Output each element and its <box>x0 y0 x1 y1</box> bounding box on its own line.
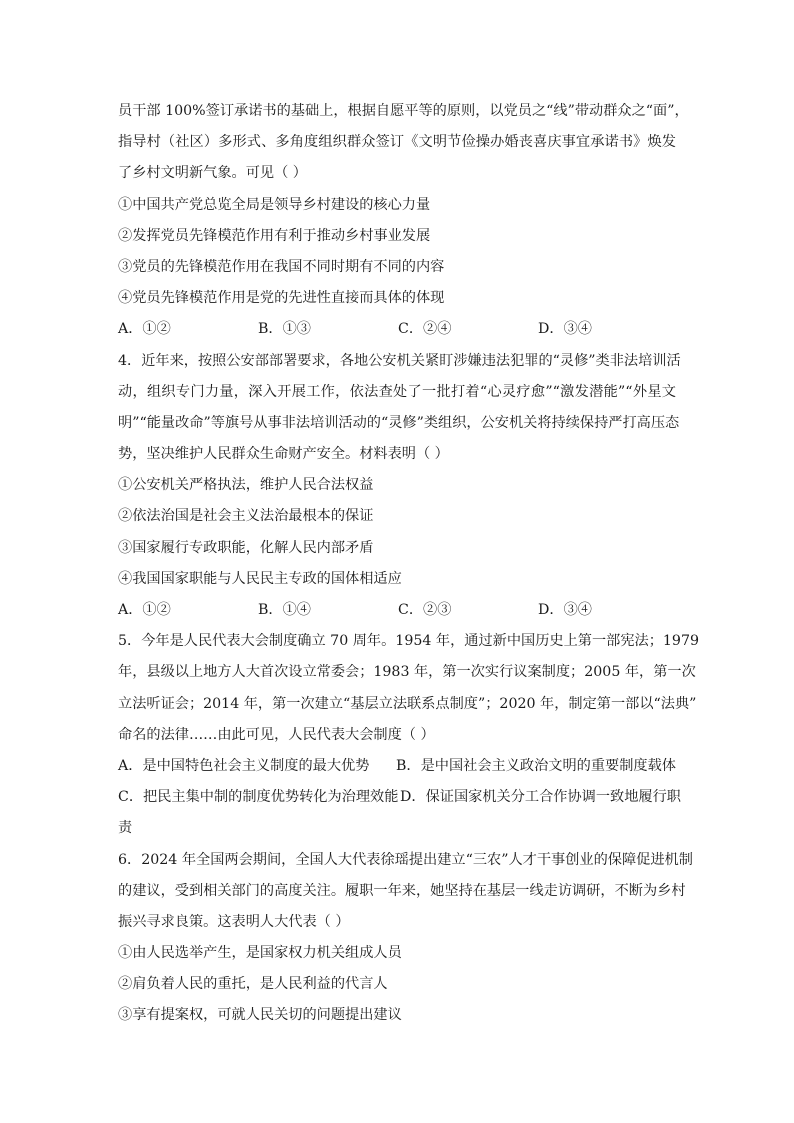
q5-option-d: D．保证国家机关分工合作协调一致地履行职 <box>400 789 681 806</box>
q5-option-d-continued: 责 <box>118 820 133 837</box>
q5-stem-line-3: 立法听证会；2014 年，第一次建立“基层立法联系点制度”；2020 年，制定第一部以“法典” <box>118 695 697 712</box>
q5-option-a: A．是中国特色社会主义制度的最大优势 <box>118 757 370 774</box>
q6-stem-line-3: 振兴寻求良策。这表明人大代表（ ） <box>118 913 350 930</box>
q3-option-a: A．①② <box>118 321 171 338</box>
q3-option-c: C．②④ <box>398 321 452 338</box>
q3-option-d: D．③④ <box>538 321 592 338</box>
q4-option-c: C．②③ <box>398 602 452 618</box>
q3-stem-line-3: 了乡村文明新气象。可见（ ） <box>118 165 307 182</box>
question-5 <box>118 626 700 844</box>
q4-stem-line-3: 明”“能量改命”等旗号从事非法培训活动的“灵修”类组织，公安机关将持续保持严打高压态 <box>118 414 680 431</box>
q3-item-1: ①中国共产党总览全局是领导乡村建设的核心力量 <box>118 196 431 213</box>
q4-item-4: ④我国国家职能与人民民主专政的国体相适应 <box>118 570 402 587</box>
q4-item-1: ①公安机关严格执法，维护人民合法权益 <box>118 477 374 494</box>
q3-stem-line-2: 指导村（社区）多形式、多角度组织群众签订《文明节俭操办婚丧喜庆事宜承诺书》焕发 <box>118 134 676 151</box>
q4-stem-line-2: 动，组织专门力量，深入开展工作，依法查处了一批打着“心灵疗愈”“激发潜能”“外星文 <box>118 383 676 400</box>
q3-item-2: ②发挥党员先锋模范作用有利于推动乡村事业发展 <box>118 227 431 244</box>
q5-option-c: C．把民主集中制的制度优势转化为治理效能 <box>118 789 399 806</box>
q5-options-row-2 <box>118 782 681 813</box>
q5-stem-line-2: 年，县级以上地方人大首次设立常委会；1983 年，第一次实行议案制度；2005 年，第一次 <box>118 664 696 681</box>
q6-item-3: ③享有提案权，可就人民关切的问题提出建议 <box>118 1007 402 1024</box>
q6-item-2: ②肩负着人民的重托，是人民利益的代言人 <box>118 976 388 993</box>
q4-item-2: ②依法治国是社会主义法治最根本的保证 <box>118 508 374 525</box>
q5-stem-line-4: 命名的法律……由此可见，人民代表大会制度（ ） <box>118 726 435 743</box>
q4-stem-line-1: 4．近年来，按照公安部部署要求，各地公安机关紧盯涉嫌违法犯罪的“灵修”类非法培训活 <box>118 352 681 369</box>
exam-page <box>118 96 700 1032</box>
q4-options <box>118 595 676 626</box>
q5-option-b: B．是中国社会主义政治文明的重要制度载体 <box>396 757 676 774</box>
q3-option-b: B．①③ <box>258 321 311 338</box>
q4-option-a: A．①② <box>118 602 171 618</box>
q3-item-3: ③党员的先锋模范作用在我国不同时期有不同的内容 <box>118 258 445 275</box>
q5-options-row-1 <box>118 751 676 782</box>
q6-stem-line-2: 的建议，受到相关部门的高度关注。履职一年来，她坚持在基层一线走访调研，不断为乡村 <box>118 882 686 899</box>
question-6 <box>118 845 693 1032</box>
q6-item-1: ①由人民选举产生，是国家权力机关组成人员 <box>118 945 402 962</box>
question-4 <box>118 346 681 627</box>
question-3 <box>118 96 689 346</box>
q5-stem-line-1: 5．今年是人民代表大会制度确立 70 周年。1954 年，通过新中国历史上第一部宪法；1979 <box>118 633 700 650</box>
q4-stem-line-4: 势，坚决维护人民群众生命财产安全。材料表明（ ） <box>118 446 449 463</box>
q4-item-3: ③国家履行专政职能，化解人民内部矛盾 <box>118 539 374 556</box>
q3-item-4: ④党员先锋模范作用是党的先进性直接而具体的体现 <box>118 290 445 307</box>
q4-option-b: B．①④ <box>258 602 311 618</box>
q3-options <box>118 314 676 345</box>
q3-stem-line-1: 员干部 100%签订承诺书的基础上，根据自愿平等的原则，以党员之“线”带动群众之“面”， <box>118 103 689 119</box>
q4-option-d: D．③④ <box>538 602 592 618</box>
q6-stem-line-1: 6．2024 年全国两会期间，全国人大代表徐瑶提出建立“三农”人才干事创业的保障促进机制 <box>118 851 693 868</box>
